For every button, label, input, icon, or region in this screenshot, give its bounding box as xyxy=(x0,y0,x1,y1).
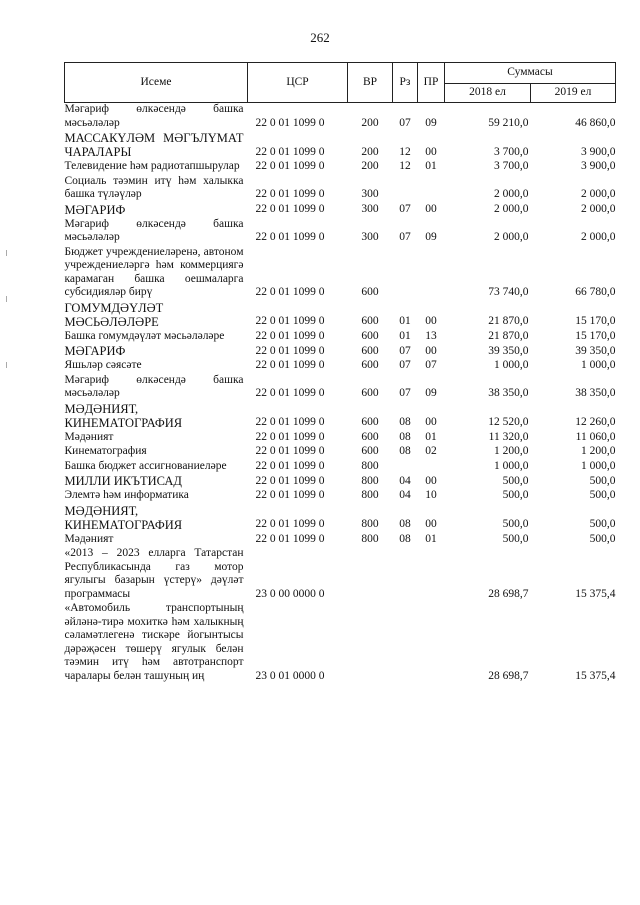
row-sum-2019: 15 375,4 xyxy=(575,587,616,600)
row-name: «2013 – 2023 елларга Татарстан Республикасында газ мотор ягулыгы базарын үстерү» дәүләт программасы xyxy=(64,547,244,600)
table-row xyxy=(65,301,616,330)
row-sum-2018: 3 700,0 xyxy=(494,160,529,172)
header-vr: ВР xyxy=(348,63,393,103)
row-sum-2018: 1 000,0 xyxy=(494,359,529,371)
row-csr: 22 0 01 1099 0 xyxy=(255,430,325,443)
row-vr: 600 xyxy=(361,344,379,357)
row-sum-2019: 3 900,0 xyxy=(581,145,616,158)
row-csr: 22 0 01 1099 0 xyxy=(255,474,325,487)
row-pr xyxy=(418,602,445,684)
header-year-2018: 2018 ел xyxy=(445,84,531,103)
row-rz xyxy=(393,547,418,602)
table-row xyxy=(65,218,616,246)
row-csr: 22 0 01 1099 0 xyxy=(255,416,325,428)
table-row xyxy=(65,602,616,684)
row-pr: 09 xyxy=(425,387,437,399)
row-vr: 800 xyxy=(361,532,379,545)
row-name: Яшьләр сәясәте xyxy=(64,359,142,371)
row-csr: 22 0 01 1099 0 xyxy=(255,145,325,158)
table-row xyxy=(65,359,616,374)
row-csr: 22 0 01 1099 0 xyxy=(255,518,325,530)
row-vr: 200 xyxy=(361,116,379,129)
row-sum-2019: 66 780,0 xyxy=(575,286,616,298)
row-vr: 600 xyxy=(361,445,379,457)
header-year-2019: 2019 ел xyxy=(531,84,616,103)
row-sum-2018: 39 350,0 xyxy=(488,344,529,357)
table-row xyxy=(65,402,616,431)
row-rz: 07 xyxy=(399,359,411,371)
row-rz: 04 xyxy=(399,474,411,487)
row-vr: 300 xyxy=(361,231,379,243)
row-sum-2018: 1 000,0 xyxy=(494,459,529,472)
row-rz: 04 xyxy=(399,489,411,501)
row-vr: 200 xyxy=(361,145,379,158)
row-pr: 10 xyxy=(425,489,437,501)
row-rz: 07 xyxy=(399,231,411,243)
row-pr: 07 xyxy=(425,359,437,371)
row-sum-2019: 500,0 xyxy=(589,489,616,501)
row-csr: 22 0 01 1099 0 xyxy=(255,532,325,545)
row-rz: 07 xyxy=(399,116,411,129)
row-pr xyxy=(418,547,445,602)
row-sum-2018: 12 520,0 xyxy=(488,416,529,428)
row-name: МӘГАРИФ xyxy=(64,202,126,217)
row-csr: 23 0 01 0000 0 xyxy=(255,669,325,682)
row-csr: 22 0 01 1099 0 xyxy=(255,315,325,327)
row-sum-2018: 28 698,7 xyxy=(488,669,529,682)
row-csr: 22 0 01 1099 0 xyxy=(255,387,325,399)
row-sum-2018: 2 000,0 xyxy=(494,203,529,215)
header-pr: ПР xyxy=(418,63,445,103)
row-name: МАССАКҮЛӘМ МӘГЪЛҮМАТ ЧАРАЛАРЫ xyxy=(64,131,244,159)
table-row xyxy=(65,330,616,345)
row-rz: 08 xyxy=(399,430,411,443)
row-vr: 600 xyxy=(361,329,379,342)
row-sum-2019: 38 350,0 xyxy=(575,387,616,399)
row-pr: 01 xyxy=(425,160,437,172)
row-sum-2018: 28 698,7 xyxy=(488,587,529,600)
row-pr xyxy=(418,175,445,203)
row-rz: 01 xyxy=(399,329,411,342)
row-rz xyxy=(393,175,418,203)
row-pr: 00 xyxy=(425,344,437,357)
row-csr: 23 0 00 0000 0 xyxy=(255,587,325,600)
row-pr xyxy=(418,246,445,301)
row-rz: 08 xyxy=(399,445,411,457)
row-rz: 07 xyxy=(399,203,411,215)
row-sum-2019: 1 000,0 xyxy=(581,359,616,371)
row-pr: 00 xyxy=(425,474,437,487)
budget-table xyxy=(64,62,616,684)
row-vr: 300 xyxy=(361,188,379,200)
row-sum-2019: 500,0 xyxy=(589,474,616,487)
row-csr: 22 0 01 1099 0 xyxy=(255,116,325,129)
row-name: Мәдәният xyxy=(64,430,114,443)
row-rz: 01 xyxy=(399,315,411,327)
row-name: Башка бюджет ассигнованиеләре xyxy=(64,459,227,472)
row-sum-2018: 2 000,0 xyxy=(494,188,529,200)
row-vr: 800 xyxy=(361,518,379,530)
row-pr: 01 xyxy=(425,532,437,545)
row-sum-2019: 1 000,0 xyxy=(581,459,616,472)
row-name: Кинематография xyxy=(64,445,147,457)
row-name: Мәгариф өлкәсендә башка мәсьәләләр xyxy=(64,373,244,399)
row-sum-2019: 500,0 xyxy=(589,532,616,545)
row-pr: 01 xyxy=(425,430,437,443)
row-sum-2019: 2 000,0 xyxy=(581,231,616,243)
row-rz: 08 xyxy=(399,532,411,545)
row-name: Телевидение һәм радиотапшырулар xyxy=(64,160,240,172)
row-sum-2018: 500,0 xyxy=(502,532,529,545)
row-sum-2018: 38 350,0 xyxy=(488,387,529,399)
row-csr: 22 0 01 1099 0 xyxy=(255,203,325,215)
row-sum-2019: 15 170,0 xyxy=(575,329,616,342)
page-number: 262 xyxy=(310,30,330,45)
row-sum-2018: 500,0 xyxy=(502,489,529,501)
row-sum-2019: 11 060,0 xyxy=(575,430,616,443)
row-sum-2019: 46 860,0 xyxy=(575,116,616,129)
row-name: Мәгариф өлкәсендә башка мәсьәләләр xyxy=(64,103,244,129)
row-sum-2018: 3 700,0 xyxy=(494,145,529,158)
row-sum-2019: 39 350,0 xyxy=(575,344,616,357)
row-sum-2019: 15 375,4 xyxy=(575,669,616,682)
row-vr: 600 xyxy=(361,286,379,298)
row-rz xyxy=(393,246,418,301)
row-name: ГОМУМДӘҮЛӘТ МӘСЬӘЛӘЛӘРЕ xyxy=(64,300,164,329)
row-vr: 800 xyxy=(361,474,379,487)
row-vr xyxy=(348,547,393,602)
table-row xyxy=(65,504,616,533)
table-row xyxy=(65,474,616,489)
row-name: МИЛЛИ ИКЪТИСАД xyxy=(64,474,182,488)
table-row xyxy=(65,103,616,132)
row-pr: 00 xyxy=(425,203,437,215)
row-name: Бюджет учреждениеләренә, автоном учреждениеләргә һәм коммерциягә карамаган башка оешмаларга субсидияләр бирү xyxy=(64,245,244,298)
row-vr: 200 xyxy=(361,160,379,172)
row-name: МӘДӘНИЯТ, КИНЕМАТОГРАФИЯ xyxy=(64,503,183,532)
row-sum-2019: 2 000,0 xyxy=(581,203,616,215)
row-sum-2019: 3 900,0 xyxy=(581,160,616,172)
row-pr: 09 xyxy=(425,116,437,129)
row-sum-2019: 12 260,0 xyxy=(575,416,616,428)
row-sum-2018: 2 000,0 xyxy=(494,231,529,243)
table-row xyxy=(65,431,616,446)
row-vr: 600 xyxy=(361,416,379,428)
row-name: МӘДӘНИЯТ, КИНЕМАТОГРАФИЯ xyxy=(64,401,183,430)
row-sum-2018: 11 320,0 xyxy=(488,430,529,443)
row-pr: 00 xyxy=(425,145,437,158)
row-pr: 00 xyxy=(425,518,437,530)
table-row xyxy=(65,344,616,359)
row-vr: 800 xyxy=(361,489,379,501)
row-vr: 600 xyxy=(361,387,379,399)
row-name: Мәдәният xyxy=(64,532,114,545)
table-row xyxy=(65,547,616,602)
row-name: Башка гомумдәүләт мәсьәләләре xyxy=(64,329,225,342)
row-sum-2019: 500,0 xyxy=(589,518,616,530)
row-pr: 00 xyxy=(425,416,437,428)
row-sum-2018: 1 200,0 xyxy=(494,445,529,457)
row-sum-2018: 21 870,0 xyxy=(488,315,529,327)
row-sum-2018: 500,0 xyxy=(502,474,529,487)
row-pr: 00 xyxy=(425,315,437,327)
row-csr: 22 0 01 1099 0 xyxy=(255,344,325,357)
row-csr: 22 0 01 1099 0 xyxy=(255,445,325,457)
row-rz: 07 xyxy=(399,387,411,399)
row-vr: 600 xyxy=(361,359,379,371)
row-sum-2018: 21 870,0 xyxy=(488,329,529,342)
table-row xyxy=(65,489,616,504)
table-row xyxy=(65,374,616,402)
row-name: «Автомобиль транспортының әйләнә-тирә мохиткә һәм халыкның сәламәтлегенә тискәре йогынтысы дәрәҗәсен төшерү ягулык белән тәэмин итү һәм автотранспорт чаралары белән ташуның иң xyxy=(64,602,244,682)
row-rz xyxy=(393,602,418,684)
table-row xyxy=(65,160,616,175)
row-sum-2019: 2 000,0 xyxy=(581,188,616,200)
margin-marks xyxy=(4,250,10,368)
table-header xyxy=(65,63,616,103)
header-sums: Суммасы xyxy=(445,63,616,84)
row-pr: 13 xyxy=(425,329,437,342)
row-csr: 22 0 01 1099 0 xyxy=(255,286,325,298)
row-rz: 08 xyxy=(399,518,411,530)
row-name: Элемтә һәм информатика xyxy=(64,489,189,501)
row-rz: 12 xyxy=(399,145,411,158)
row-csr: 22 0 01 1099 0 xyxy=(255,188,325,200)
row-vr: 800 xyxy=(361,459,379,472)
row-rz: 12 xyxy=(399,160,411,172)
row-sum-2018: 73 740,0 xyxy=(488,286,529,298)
row-sum-2018: 59 210,0 xyxy=(488,116,529,129)
table-row xyxy=(65,460,616,475)
row-name: МӘГАРИФ xyxy=(64,344,126,358)
row-pr: 09 xyxy=(425,231,437,243)
row-csr: 22 0 01 1099 0 xyxy=(255,231,325,243)
row-csr: 22 0 01 1099 0 xyxy=(255,359,325,371)
row-rz xyxy=(393,460,418,475)
row-csr: 22 0 01 1099 0 xyxy=(255,489,325,501)
table-row xyxy=(65,131,616,160)
row-csr: 22 0 01 1099 0 xyxy=(255,459,325,472)
row-sum-2019: 15 170,0 xyxy=(575,315,616,327)
table-row xyxy=(65,175,616,203)
header-csr: ЦСР xyxy=(248,63,348,103)
row-rz: 08 xyxy=(399,416,411,428)
row-name: Социаль тәэмин итү һәм халыкка башка түләүләр xyxy=(64,174,244,200)
header-rz: Рз xyxy=(393,63,418,103)
table-row xyxy=(65,445,616,460)
row-name: Мәгариф өлкәсендә башка мәсьәләләр xyxy=(64,217,244,243)
row-sum-2019: 1 200,0 xyxy=(581,445,616,457)
header-name: Исеме xyxy=(65,63,248,103)
table-row xyxy=(65,203,616,218)
row-csr: 22 0 01 1099 0 xyxy=(255,329,325,342)
row-rz: 07 xyxy=(399,344,411,357)
row-vr: 600 xyxy=(361,315,379,327)
table-body xyxy=(65,103,616,685)
row-vr xyxy=(348,602,393,684)
row-vr: 300 xyxy=(361,203,379,215)
table-row xyxy=(65,246,616,301)
row-csr: 22 0 01 1099 0 xyxy=(255,160,325,172)
row-vr: 600 xyxy=(361,430,379,443)
row-sum-2018: 500,0 xyxy=(502,518,529,530)
row-pr xyxy=(418,460,445,475)
table-row xyxy=(65,533,616,548)
row-pr: 02 xyxy=(425,445,437,457)
